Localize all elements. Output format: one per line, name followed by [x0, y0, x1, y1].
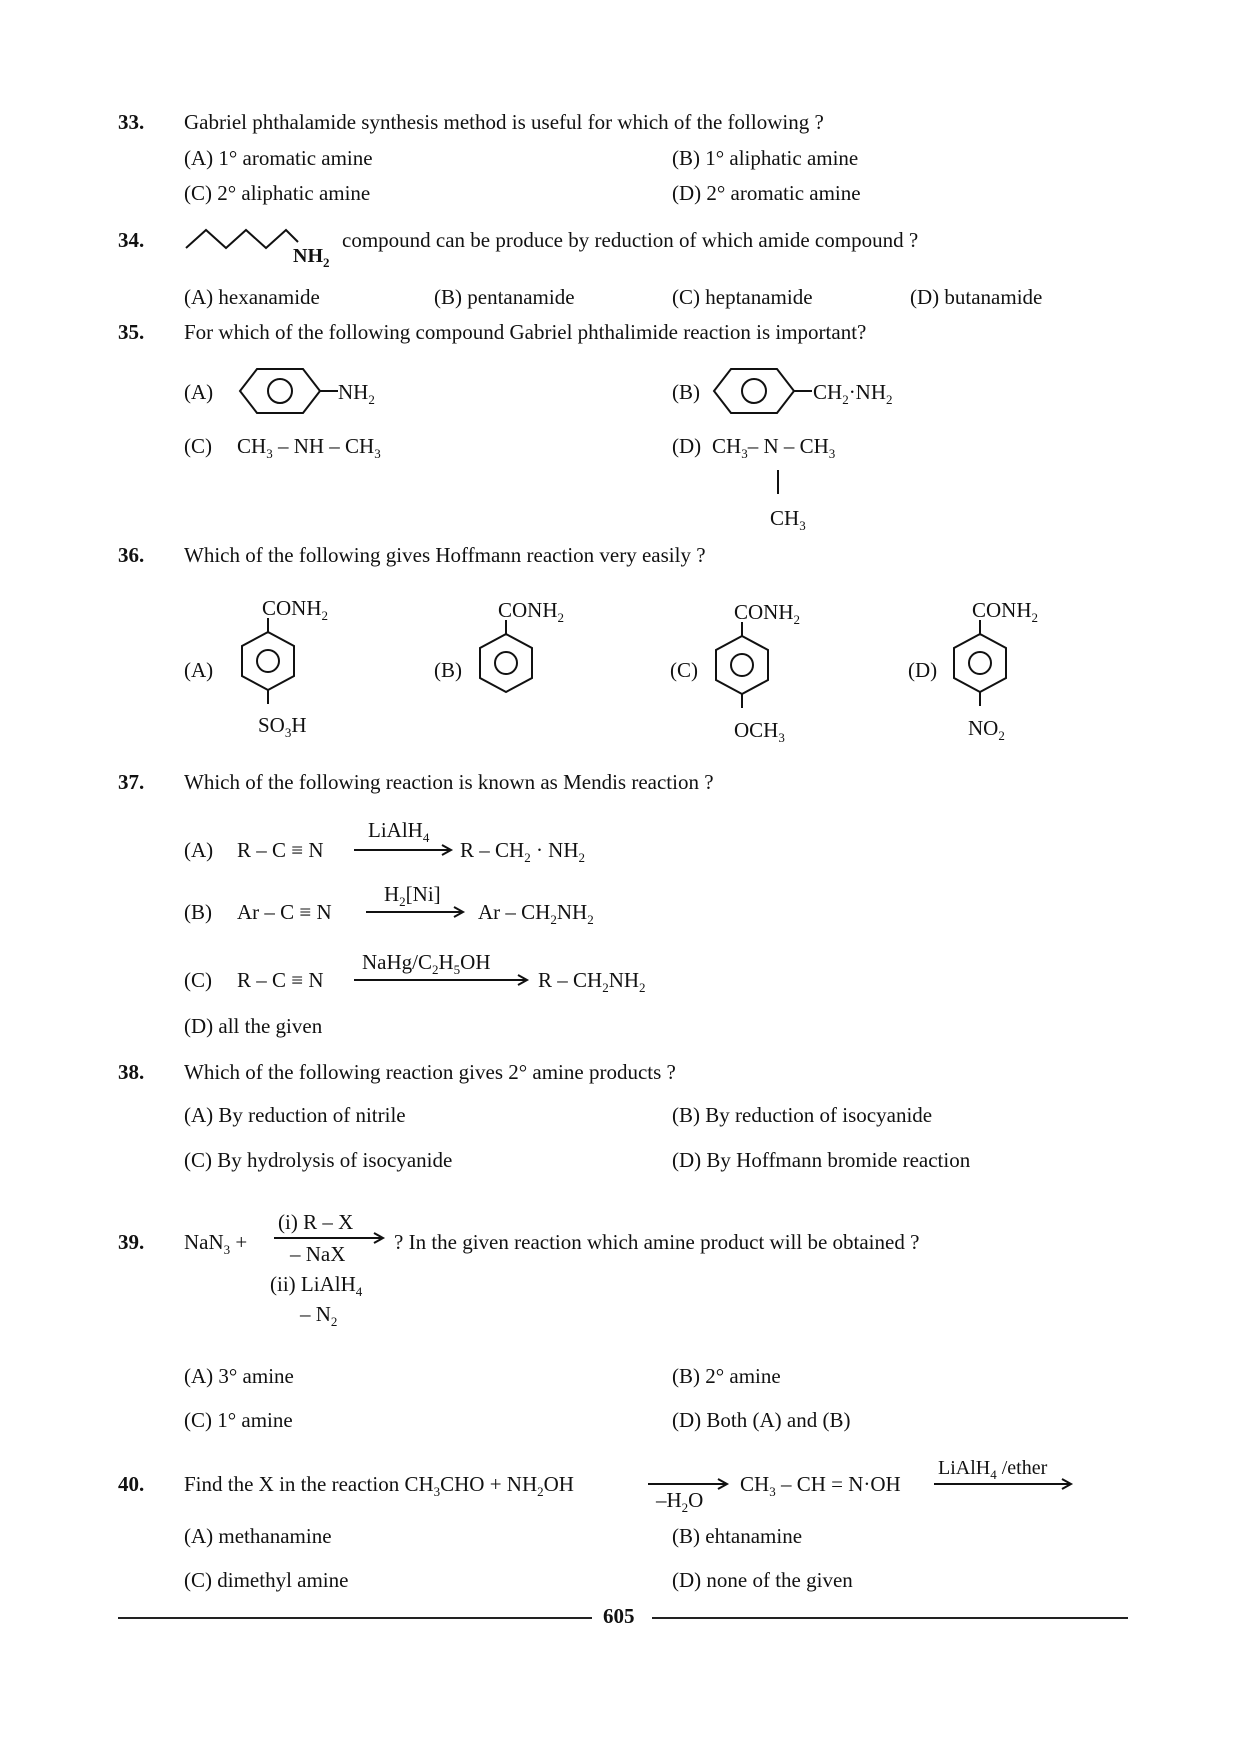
benzene-ring-icon [714, 622, 770, 714]
q37-option-c-reagent: NaHg/$C_2H_5OH$ [362, 950, 491, 977]
q37-option-b-label: (B) [184, 900, 212, 924]
q36-option-d-top: $CONH_2$ [972, 598, 1039, 625]
q37-option-c-product: R – $CH_2NH_2$ [538, 968, 646, 995]
q38-option-d: (D) By Hoffmann bromide reaction [672, 1148, 971, 1172]
q39-option-a: (A) 3° amine [184, 1364, 294, 1388]
q38-question: Which of the following reaction gives 2° amine products ? [184, 1060, 676, 1084]
q36-option-c-label: (C) [670, 658, 698, 682]
q36-option-d-bottom: $NO_2$ [968, 716, 1005, 743]
q40-option-d: (D) none of the given [672, 1568, 853, 1592]
q36-number: 36. [118, 543, 145, 567]
q35-option-c-label: (C) [184, 434, 212, 458]
q33-number: 33. [118, 110, 145, 134]
q39-option-b: (B) 2° amine [672, 1364, 781, 1388]
q39-question: ? In the given reaction which amine product will be obtained ? [394, 1230, 920, 1254]
footer-rule-left [118, 1617, 592, 1619]
q35-option-d-formula: $CH_3-$ N – $CH_3$ [712, 434, 836, 461]
q33-question: Gabriel phthalamide synthesis method is useful for which of the following ? [184, 110, 824, 134]
q40-arrow1-byproduct: $-H_2O$ [656, 1488, 704, 1515]
q37-option-b-reactant: Ar – C ≡ N [237, 900, 332, 924]
q37-option-d: (D) all the given [184, 1014, 323, 1038]
benzene-ring-icon [240, 368, 330, 414]
q36-option-c-bottom: $OCH_3$ [734, 718, 785, 745]
footer-rule-right [652, 1617, 1128, 1619]
q35-option-b-label: (B) [672, 380, 700, 404]
benzene-ring-icon [478, 620, 534, 700]
q37-option-b-reagent: $H_2[Ni]$ [384, 882, 441, 909]
q34-option-d: (D) butanamide [910, 285, 1043, 309]
q35-number: 35. [118, 320, 145, 344]
q36-option-b-top: $CONH_2$ [498, 598, 565, 625]
q40-question: Find the X in the reaction $CH_3CHO + NH_2OH$ [184, 1472, 574, 1499]
q36-option-a-label: (A) [184, 658, 214, 682]
reaction-arrow-icon [934, 1478, 1074, 1490]
q39-step1-byproduct: – NaX [290, 1242, 346, 1266]
q39-step2-reagent: (ii) LiAlH$_4$ [270, 1272, 363, 1299]
benzene-ring-icon [714, 368, 804, 414]
q37-question: Which of the following reaction is known as Mendis reaction ? [184, 770, 714, 794]
q37-option-b-product: Ar – $CH_2NH_2$ [478, 900, 594, 927]
q33-option-a: (A) 1° aromatic amine [184, 146, 373, 170]
q37-number: 37. [118, 770, 145, 794]
page-number: 605 [603, 1604, 635, 1628]
q38-option-c: (C) By hydrolysis of isocyanide [184, 1148, 453, 1172]
q33-option-d: (D) 2° aromatic amine [672, 181, 861, 205]
q39-reactant: NaN$_3$ + [184, 1230, 248, 1257]
q36-option-c-top: $CONH_2$ [734, 600, 801, 627]
q40-intermediate: $CH_3$ – CH = N·OH [740, 1472, 901, 1499]
q34-option-c: (C) heptanamide [672, 285, 813, 309]
q39-step2-byproduct: – $N_2$ [300, 1302, 338, 1329]
q37-option-a-label: (A) [184, 838, 214, 862]
q35-question: For which of the following compound Gabriel phthalimide reaction is important? [184, 320, 867, 344]
q35-option-c-formula: $CH_3$ – NH – $CH_3$ [237, 434, 381, 461]
q35-option-d-methyl: $CH_3$ [770, 506, 806, 533]
q39-number: 39. [118, 1230, 145, 1254]
bond-line [776, 470, 780, 494]
benzene-ring-icon [240, 618, 296, 710]
q35-option-b-group: $CH_2\cdot NH_2$ [813, 380, 893, 407]
q38-number: 38. [118, 1060, 145, 1084]
q40-option-b: (B) ehtanamine [672, 1524, 803, 1548]
q36-option-a-top: $CONH_2$ [262, 596, 329, 623]
q35-option-a-label: (A) [184, 380, 214, 404]
q37-option-c-label: (C) [184, 968, 212, 992]
q36-option-d-label: (D) [908, 658, 938, 682]
q37-option-a-reactant: R – C ≡ N [237, 838, 324, 862]
q35-option-a-group: $NH_2$ [338, 380, 375, 407]
q35-option-d-label: (D) [672, 434, 702, 458]
q34-number: 34. [118, 228, 145, 252]
q40-arrow2-reagent: LiAlH$_4$ /ether [938, 1457, 1048, 1482]
q34-question: compound can be produce by reduction of which amide compound ? [342, 228, 919, 252]
q34-option-b: (B) pentanamide [434, 285, 575, 309]
q36-option-b-label: (B) [434, 658, 462, 682]
q37-option-a-product: $R - CH_2 \cdot NH_2$ [460, 838, 586, 865]
pentylamine-zigzag-structure [186, 226, 306, 250]
q37-option-a-reagent: LiAlH$_4$ [368, 818, 430, 845]
q40-number: 40. [118, 1472, 145, 1496]
reaction-arrow-icon [354, 844, 454, 856]
reaction-arrow-icon [366, 906, 466, 918]
q39-option-c: (C) 1° amine [184, 1408, 293, 1432]
q33-option-b: (B) 1° aliphatic amine [672, 146, 859, 170]
q38-option-a: (A) By reduction of nitrile [184, 1103, 406, 1127]
q34-option-a: (A) hexanamide [184, 285, 320, 309]
q40-option-c: (C) dimethyl amine [184, 1568, 349, 1592]
benzene-ring-icon [952, 620, 1008, 712]
q34-nh2-label: $NH_2$ [293, 245, 330, 270]
q36-option-a-bottom: $SO_3H$ [258, 713, 307, 740]
q40-option-a: (A) methanamine [184, 1524, 332, 1548]
q39-option-d: (D) Both (A) and (B) [672, 1408, 851, 1432]
q39-step1-reagent: (i) R – X [278, 1210, 354, 1234]
q37-option-c-reactant: R – C ≡ N [237, 968, 324, 992]
q36-question: Which of the following gives Hoffmann reaction very easily ? [184, 543, 706, 567]
q38-option-b: (B) By reduction of isocyanide [672, 1103, 933, 1127]
reaction-arrow-icon [354, 974, 530, 986]
q33-option-c: (C) 2° aliphatic amine [184, 181, 371, 205]
